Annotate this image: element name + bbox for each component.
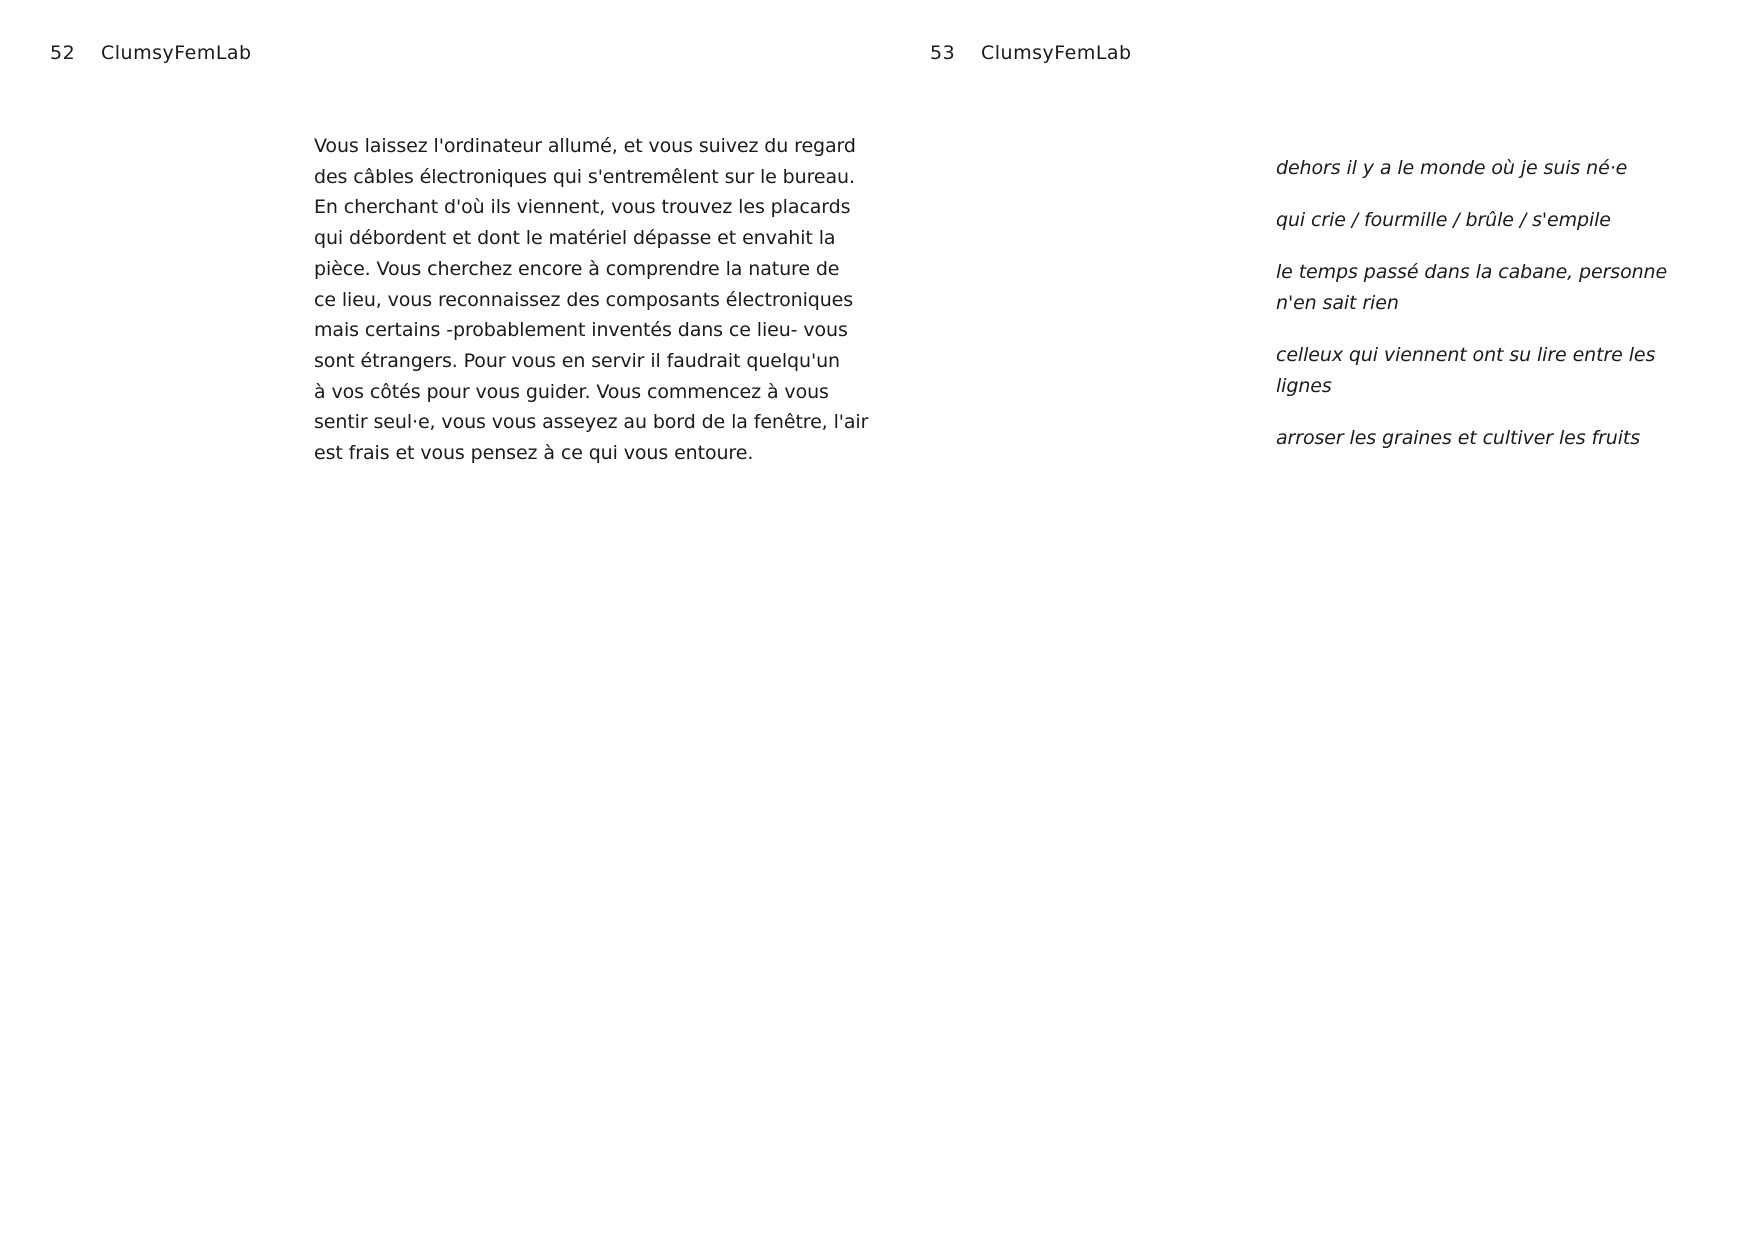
paragraph-line: En cherchant d'où ils viennent, vous trouvez les placards: [314, 196, 851, 219]
page-number: 53: [930, 42, 956, 64]
verse-line: arroser les graines et cultiver les fruits: [1276, 427, 1641, 449]
poem-verses: [1276, 153, 1676, 475]
running-title: ClumsyFemLab: [101, 42, 252, 64]
verse-line: le temps passé dans la cabane, personne: [1276, 261, 1668, 283]
body-paragraph: [314, 131, 869, 469]
verse: [1276, 153, 1676, 184]
right-page: [874, 0, 1748, 1240]
verse: [1276, 423, 1676, 454]
paragraph-line: sentir seul·e, vous vous asseyez au bord de la fenêtre, l'air: [314, 411, 869, 434]
page-number: 52: [50, 42, 76, 64]
verse: [1276, 340, 1676, 402]
verse-line: n'en sait rien: [1276, 292, 1399, 314]
verse-line: qui crie / fourmille / brûle / s'empile: [1276, 209, 1611, 231]
running-head: [50, 42, 252, 64]
paragraph-line: qui débordent et dont le matériel dépasse et envahit la: [314, 227, 836, 250]
paragraph-line: pièce. Vous cherchez encore à comprendre la nature de: [314, 257, 840, 280]
verse-line: dehors il y a le monde où je suis né·e: [1276, 157, 1628, 179]
verse: [1276, 257, 1676, 319]
paragraph-line: mais certains -probablement inventés dans ce lieu- vous: [314, 319, 848, 342]
paragraph-line: ce lieu, vous reconnaissez des composants électroniques: [314, 288, 854, 311]
paragraph-line: à vos côtés pour vous guider. Vous commencez à vous: [314, 380, 829, 403]
running-head: [930, 42, 1132, 64]
paragraph-line: des câbles électroniques qui s'entremêlent sur le bureau.: [314, 165, 855, 188]
verse: [1276, 205, 1676, 236]
verse-line: celleux qui viennent ont su lire entre les: [1276, 344, 1656, 366]
paragraph-line: sont étrangers. Pour vous en servir il faudrait quelqu'un: [314, 349, 840, 372]
verse-line: lignes: [1276, 375, 1332, 397]
paragraph-line: Vous laissez l'ordinateur allumé, et vous suivez du regard: [314, 135, 856, 157]
running-title: ClumsyFemLab: [981, 42, 1132, 64]
paragraph-line: est frais et vous pensez à ce qui vous entoure.: [314, 442, 754, 465]
